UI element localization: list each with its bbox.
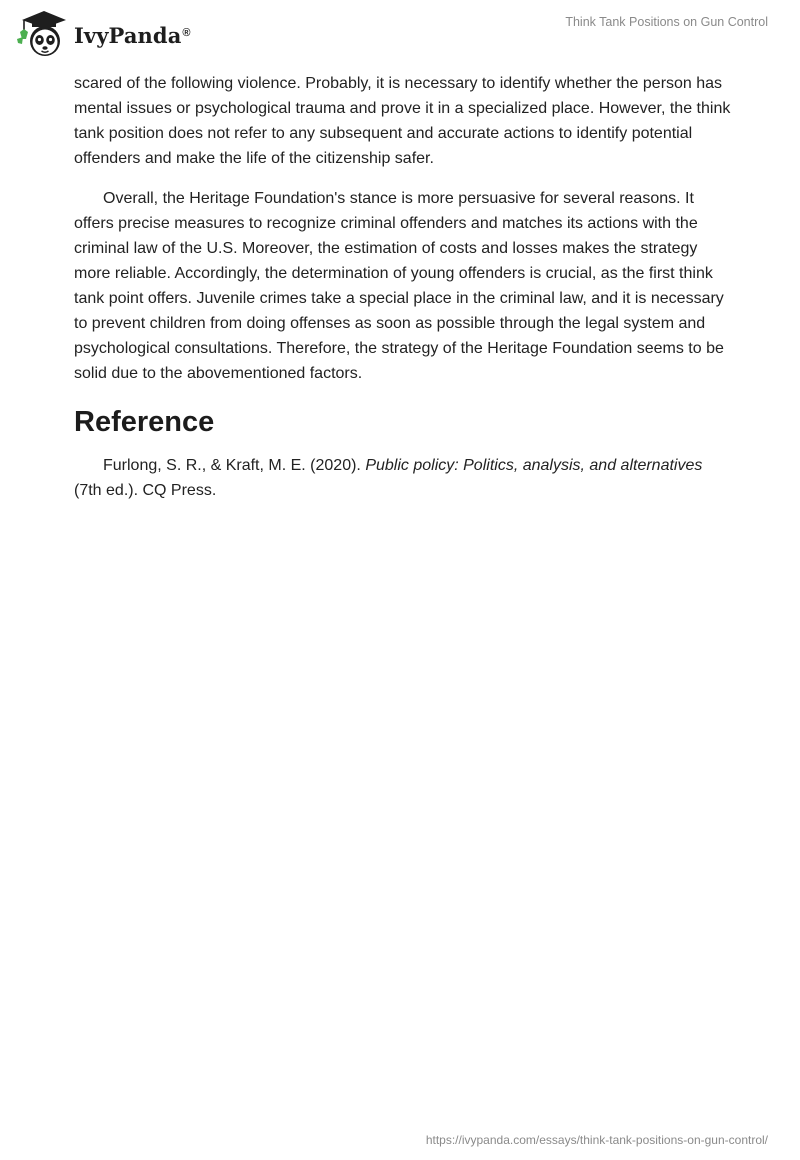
reference-title: Public policy: Politics, analysis, and alternatives	[365, 457, 703, 474]
body-paragraph-2: Overall, the Heritage Foundation's stance is more persuasive for several reasons. It offers precise measures to recognize criminal offenders and matches its actions with the criminal law of the U.S. Moreover, the estimation of costs and losses makes the strategy more reliable. Accordingly, the determination of young offenders is crucial, as the first think tank point offers. Juvenile crimes take a special place in the criminal law, and it is necessary to prevent children from doing offenses as soon as possible through the legal system and psychological consultations. Therefore, the strategy of the Heritage Foundation seems to be solid due to the abovementioned factors.	[74, 190, 724, 382]
brand-name-text: IvyPanda	[74, 22, 182, 48]
reference-details: (7th ed.). CQ Press.	[74, 482, 217, 499]
reference-authors: Furlong, S. R., & Kraft, M. E. (2020).	[103, 457, 366, 474]
body-paragraph-1: scared of the following violence. Probably, it is necessary to identify whether the person has mental issues or psychological trauma and prove it in a specialized place. However, the think tank position does not refer to any subsequent and accurate actions to identify potential offenders and make the life of the citizenship safer.	[74, 75, 731, 167]
page-header	[0, 0, 800, 64]
document-title: Think Tank Positions on Gun Control	[565, 15, 768, 29]
reference-entry	[74, 453, 734, 503]
essay-content	[74, 71, 734, 503]
footer-url-link[interactable]: https://ivypanda.com/essays/think-tank-positions-on-gun-control/	[425, 1133, 768, 1147]
reference-heading: Reference	[74, 406, 215, 438]
brand-name	[74, 23, 191, 48]
registered-mark: ®	[182, 26, 191, 39]
panda-graduation-cap-icon	[14, 8, 72, 58]
ivypanda-logo[interactable]	[14, 8, 191, 58]
